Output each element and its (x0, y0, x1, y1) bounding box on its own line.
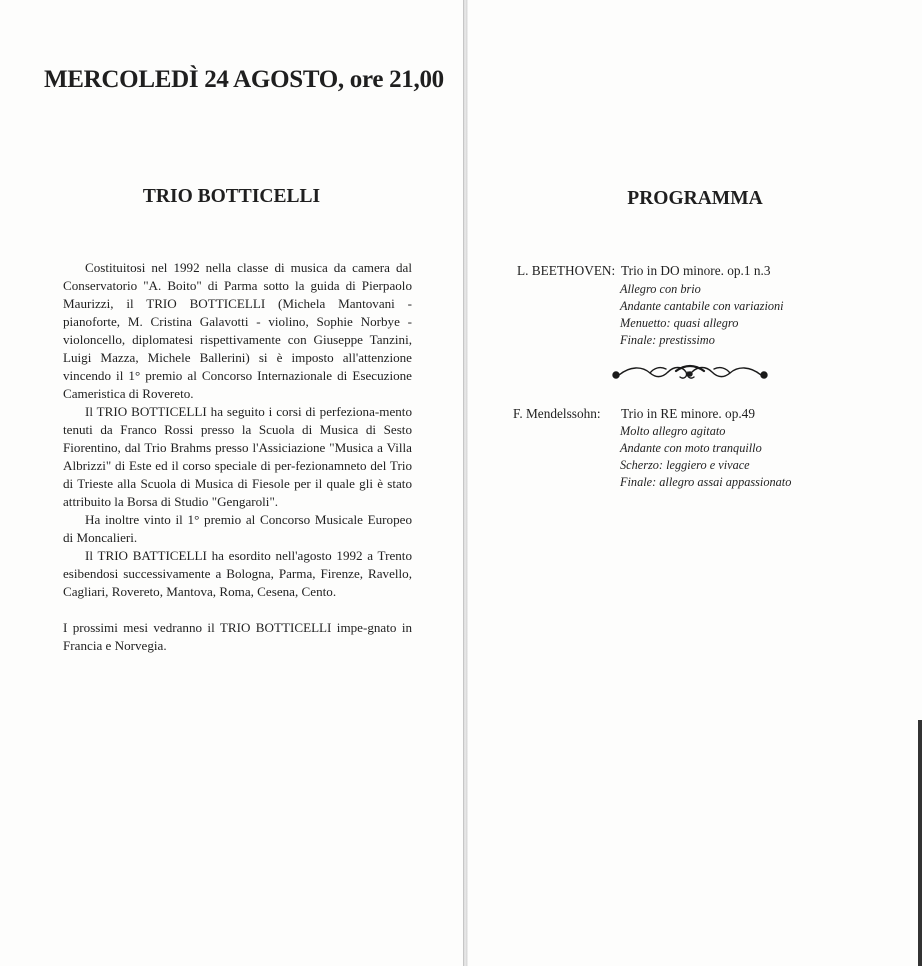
movement: Menuetto: quasi allegro (620, 316, 739, 330)
decorative-scroll-divider-icon (610, 362, 770, 384)
work-beethoven (517, 262, 770, 279)
ensemble-title: TRIO BOTTICELLI (142, 186, 321, 207)
movement: Andante cantabile con variazioni (620, 299, 784, 313)
movement-list (620, 281, 784, 349)
work-title: Trio in RE minore. op.49 (621, 406, 755, 421)
movement: Finale: allegro assai appassionato (620, 475, 792, 489)
bio-paragraph: Il TRIO BATTICELLI ha esordito nell'agosto 1992 a Trento esibendosi successivamente a Bologna, Parma, Firenze, Ravello, Cagliari, Rovereto, Mantova, Roma, Cesena, Cento. (63, 548, 412, 599)
bio-paragraph: Costituitosi nel 1992 nella classe di musica da camera dal Conservatorio "A. Boito" di Parma sotto la guida di Pierpaolo Maurizzi, il TRIO BOTTICELLI (Michela Mantovani - pianoforte, M. Cristina Galavotti - violino, Sophie Norbye - violoncello, diplomatesi rispettivamente con Giuseppe Tanzini, Luigi Mazza, Michele Ballerini) si è imposto all'attenzione vincendo il 1° premio al Concorso Internazionale di Esecuzione Cameristica di Rovereto. (63, 260, 412, 401)
paper-right-edge (918, 720, 922, 966)
bio-paragraph: Il TRIO BOTTICELLI ha seguito i corsi di perfeziona-mento tenuti da Franco Rossi presso la Scuola di Musica di Sesto Fiorentino, dal Trio Brahms presso l'Assiciazione "Musica a Villa Albrizzi" di Este ed il corso speciale di per-fezionamneto del Trio di Trieste alla Scuola di Musica di Fiesole per il quale gli è stato attribuito la Borsa di Studio "Gengaroli". (63, 404, 412, 509)
composer-name: F. Mendelssohn: (513, 406, 601, 421)
composer-name: L. BEETHOVEN: (517, 263, 616, 278)
work-mendelssohn (513, 405, 755, 422)
movement: Allegro con brio (620, 282, 701, 296)
movement: Scherzo: leggiero e vivace (620, 458, 750, 472)
bio-paragraph: Ha inoltre vinto il 1° premio al Concorso Musicale Europeo di Moncalieri. (63, 512, 412, 545)
programme-title: PROGRAMMA (627, 188, 763, 209)
bio-paragraph-upcoming: I prossimi mesi vedranno il TRIO BOTTICELLI impe-gnato in Francia e Norvegia. (63, 620, 412, 653)
ensemble-biography (63, 259, 412, 655)
movement: Finale: prestissimo (620, 333, 715, 347)
movement-list (620, 423, 791, 491)
concert-date-title: MERCOLEDÌ 24 AGOSTO, ore 21,00 (44, 66, 444, 93)
movement: Molto allegro agitato (620, 424, 726, 438)
movement: Andante con moto tranquillo (620, 441, 762, 455)
work-title: Trio in DO minore. op.1 n.3 (621, 263, 771, 278)
